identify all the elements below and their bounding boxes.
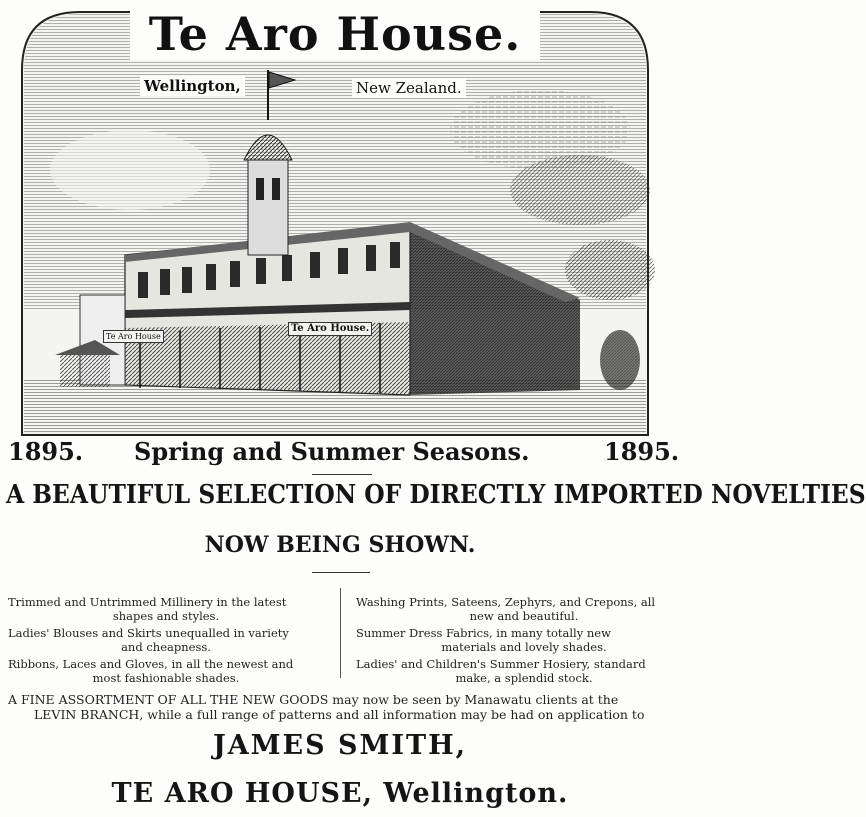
merchant-address: TE ARO HOUSE, Wellington. [111,778,569,809]
left-goods-column [8,595,324,688]
headline: A BEAUTIFUL SELECTION OF DIRECTLY IMPORTED NOVELTIES [6,480,866,510]
merchant-name: JAMES SMITH, [212,730,468,761]
divider-rule [312,474,372,475]
facade-side-sign: Te Aro House [103,330,164,343]
goods-item: Ribbons, Laces and Gloves, in all the newest and most fashionable shades. [8,657,294,685]
goods-item: Ladies' and Children's Summer Hosiery, standard make, a splendid stock. [356,657,646,685]
notice-line-1: A FINE ASSORTMENT OF ALL THE NEW GOODS may now be seen by Manawatu clients at the [8,692,619,707]
goods-item: Ladies' Blouses and Skirts unequalled in variety and cheapness. [8,626,289,654]
goods-item: Washing Prints, Sateens, Zephyrs, and Crepons, all new and beautiful. [356,595,656,623]
notice-line-2: LEVIN BRANCH, while a full range of patterns and all information may be had on application to [34,707,645,722]
subheadline: NOW BEING SHOWN. [204,532,476,558]
right-goods-column [356,595,692,688]
store-engraving [20,10,650,435]
facade-sign: Te Aro House. [288,322,372,336]
goods-item: Summer Dress Fabrics, in many totally new materials and lovely shades. [356,626,611,654]
season-title: Spring and Summer Seasons. [134,437,530,466]
goods-item: Trimmed and Untrimmed Millinery in the latest shapes and styles. [8,595,287,623]
location-country: New Zealand. [352,78,466,98]
divider-rule [312,572,370,573]
season-year-right: 1895. [604,437,680,466]
location-city: Wellington, [140,76,245,96]
branch-notice [8,692,696,722]
store-title: Te Aro House. [130,8,540,60]
column-divider [340,588,341,678]
season-year-left: 1895. [8,437,84,466]
